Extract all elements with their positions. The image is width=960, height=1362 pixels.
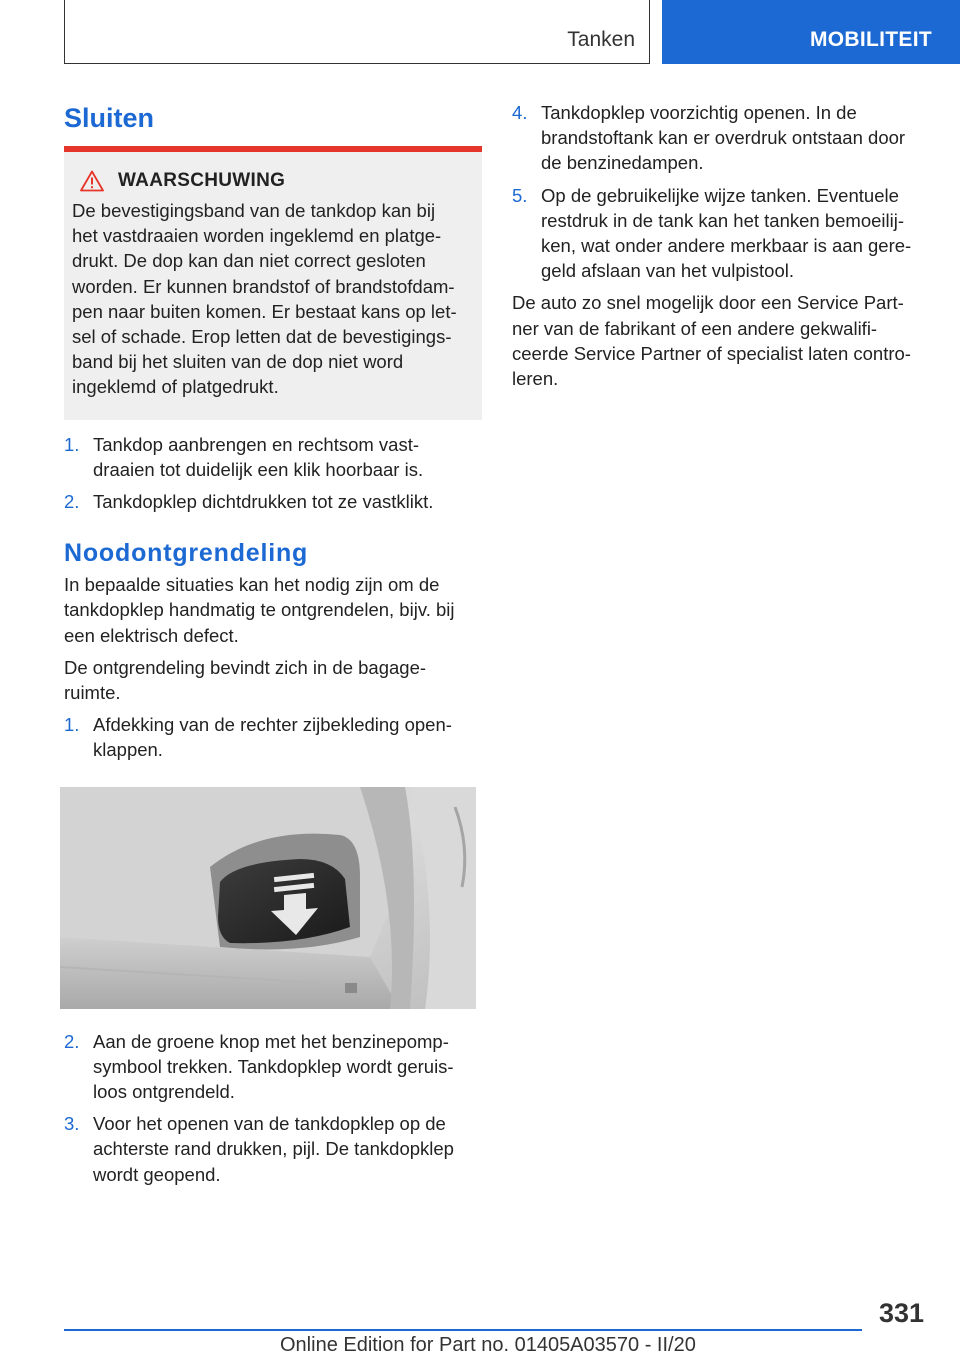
step-number: 1. [64,714,80,736]
step-text [93,1029,482,1105]
step-item [512,183,924,284]
warning-text-line: sel of schade. Erop letten dat de bevestigings‐ [72,326,452,348]
intro-paragraph [64,572,482,648]
closing-line: ner van de fabrikant of een andere gekwalifi‐ [512,317,878,339]
noodontgrendeling-intro [64,572,482,705]
warning-triangle-icon [80,170,104,192]
intro-line: De ontgrendeling bevindt zich in de bagage‐ [64,656,427,678]
step-number: 1. [64,433,80,455]
left-column [64,100,482,1194]
step-text-line: de benzinedampen. [541,152,704,174]
step-number: 4. [512,102,528,123]
step-text-line: wordt geopend. [93,1163,221,1185]
header-chapter-title: MOBILITEIT [810,28,932,51]
closing-line: leren. [512,368,559,390]
warning-text-line: het vastdraaien worden ingeklemd en platge‐ [72,225,442,247]
step-item [64,432,482,482]
step-text-line: Voor het openen van de tankdopklep op de [93,1113,446,1135]
header-section-title: Tanken [567,28,635,51]
step-number: 5. [512,184,528,206]
warning-header [72,170,474,192]
closing-paragraph [512,290,924,391]
warning-text-line: drukt. De dop kan dan niet correct gesloten [72,250,426,272]
intro-line: ruimte. [64,682,121,704]
step-text [93,489,482,514]
step-text [541,183,924,284]
step-text [93,1111,482,1187]
step-item [64,712,482,762]
footer-edition-text: Online Edition for Part no. 01405A03570 - II/20 [280,1334,696,1356]
step-text-line: brandstoftank kan er overdruk ontstaan door [541,127,906,149]
sluiten-steps-list [64,432,482,515]
step-text [93,712,482,762]
section-title-noodontgrendeling: Noodontgrendeling [64,539,309,568]
step-text-line: geld afslaan van het vulpistool. [541,260,795,282]
luggage-compartment-photo [60,787,476,1009]
right-steps-list [512,100,924,283]
header-section-box [64,0,650,64]
intro-line: In bepaalde situaties kan het nodig zijn om de [64,574,440,596]
step-text-line: ken, wat onder andere merkbaar is aan gere‐ [541,235,912,257]
step-text [93,432,482,482]
step-number: 3. [64,1113,80,1135]
step-text-line: Tankdopklep voorzichtig openen. In de [541,102,857,123]
right-column [512,100,924,398]
step-text-line: loos ontgrendeld. [93,1081,235,1103]
step-text-line: achterste rand drukken, pijl. De tankdopklep [93,1138,454,1160]
closing-line: De auto zo snel mogelijk door een Service Part‐ [512,292,904,314]
step-item [64,1029,482,1105]
warning-text-line: ingeklemd of platgedrukt. [72,376,279,398]
header-chapter-tab [662,0,960,64]
step-text-line: draaien tot duidelijk een klik hoorbaar is. [93,458,424,480]
intro-line: een elektrisch defect. [64,624,239,646]
step-number: 2. [64,491,80,513]
step-text-line: Tankdopklep dichtdrukken tot ze vastklikt. [93,491,434,513]
intro-line: tankdopklep handmatig te ontgrendelen, bijv. bij [64,599,455,621]
step-text-line: symbool trekken. Tankdopklep wordt geruis‐ [93,1055,454,1077]
step-text-line: Aan de groene knop met het benzinepomp‐ [93,1030,449,1052]
closing-line: ceerde Service Partner of specialist laten contro‐ [512,342,911,364]
section-title-sluiten: Sluiten [64,100,482,152]
warning-text-line: De bevestigingsband van de tankdop kan bij [72,200,436,221]
step-text-line: Tankdop aanbrengen en rechtsom vast‐ [93,433,420,455]
step-text [541,100,924,176]
step-text-line: klappen. [93,739,163,761]
step-item [64,489,482,514]
warning-text-line: band bij het sluiten van de dop niet word [72,351,404,373]
warning-text-line: worden. Er kunnen brandstof of brandstofdam‐ [72,275,455,297]
warning-title: WAARSCHUWING [118,170,286,191]
warning-box [64,152,482,420]
warning-text [72,198,474,400]
step-number: 2. [64,1030,80,1052]
step-text-line: restdruk in de tank kan het tanken bemoeilij‐ [541,209,905,231]
step-text-line: Op de gebruikelijke wijze tanken. Eventuele [541,184,899,206]
noodontgrendeling-steps-before [64,712,482,762]
page-number: 331 [878,1298,924,1328]
warning-text-line: pen naar buiten komen. Er bestaat kans op let‐ [72,300,457,322]
noodontgrendeling-steps-after [64,1029,482,1187]
intro-paragraph [64,655,482,705]
step-text-line: Afdekking van de rechter zijbekleding open‐ [93,714,452,736]
step-item [512,100,924,176]
step-item [64,1111,482,1187]
footer-rule [64,1329,862,1331]
